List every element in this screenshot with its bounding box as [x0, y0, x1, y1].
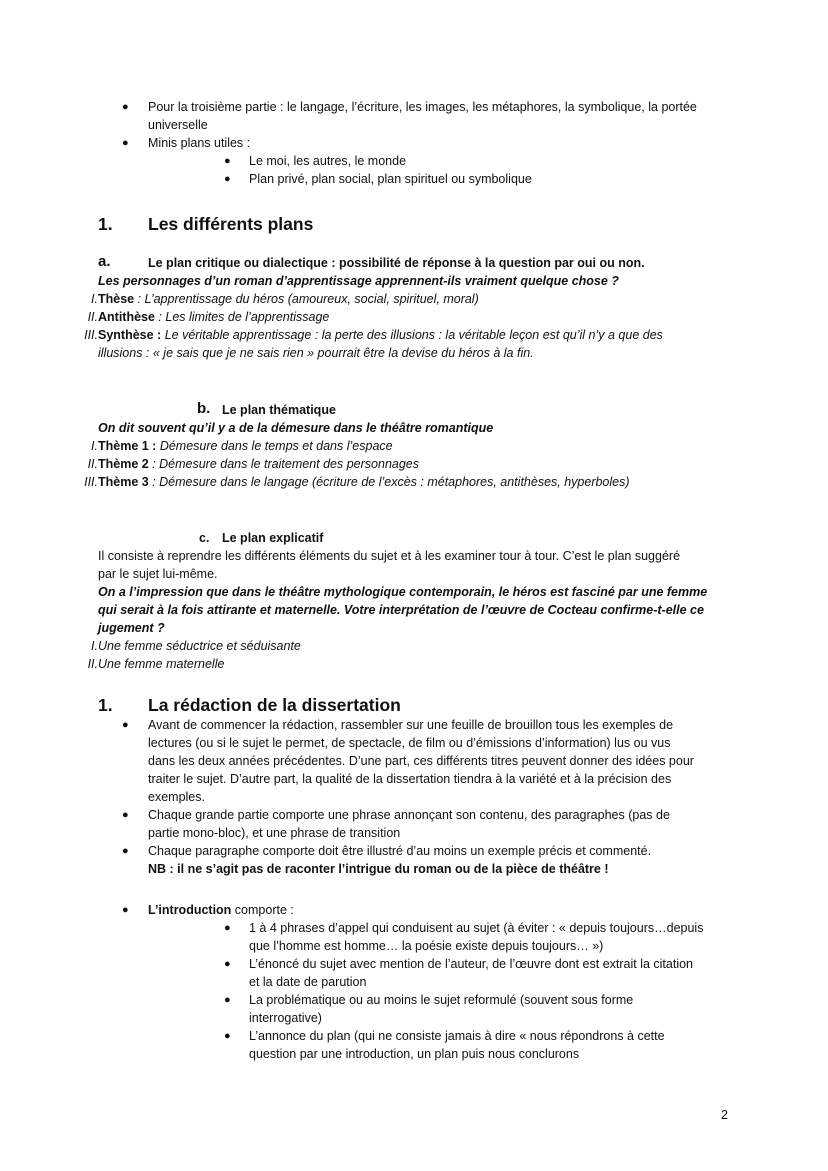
plan-b-item-2 [98, 455, 419, 473]
plan-b-item-3-number: III. [84, 475, 98, 489]
redaction-bullet-1-line-2: lectures (ou si le sujet le permet, de spectacle, de film ou d’émissions d’information) lus ou vus [148, 736, 671, 750]
redaction-bullet-3: Chaque paragraphe comporte doit être illustré d’au moins un exemple précis et commenté. [148, 844, 652, 858]
intro-sub-bullet-1: Le moi, les autres, le monde [249, 154, 407, 168]
redaction-nb: NB : il ne s’agit pas de raconter l’intrigue du roman ou de la pièce de théâtre ! [148, 862, 609, 876]
bullet-icon: ● [122, 719, 129, 731]
plan-a-item-1-label: Thèse [98, 292, 135, 306]
intro-bullet-2: Minis plans utiles : [148, 136, 251, 150]
plan-c-heading: Le plan explicatif [222, 531, 324, 545]
introduction-item-4-line-2: question par une introduction, un plan puis nous conclurons [249, 1047, 580, 1061]
introduction-item-2-line-1: L’énoncé du sujet avec mention de l’auteur, de l’œuvre dont est extrait la citation [249, 957, 694, 971]
intro-bullet-1-line-1: Pour la troisième partie : le langage, l’écriture, les images, les métaphores, la symbolique, la portée [148, 100, 697, 114]
bullet-icon: ● [224, 922, 231, 934]
plan-a-question: Les personnages d’un roman d’apprentissage apprennent-ils vraiment quelque chose ? [98, 274, 619, 288]
bullet-icon: ● [224, 1030, 231, 1042]
introduction-item-1-line-2: que l’homme est homme… la poésie existe depuis toujours… ») [249, 939, 604, 953]
plan-c-description-line-1: Il consiste à reprendre les différents éléments du sujet et à les examiner tour à tour. C’est le plan suggéré [98, 549, 681, 563]
plan-a-item-3-text: Le véritable apprentissage : la perte des illusions : la véritable leçon est qu’il n’y a que des [161, 328, 663, 342]
plan-a-item-1-number: I. [91, 292, 98, 306]
redaction-bullet-2-line-2: partie mono-bloc), et une phrase de transition [148, 826, 401, 840]
section-1-number: 1. [98, 214, 113, 234]
bullet-icon: ● [224, 994, 231, 1006]
introduction-item-1-line-1: 1 à 4 phrases d’appel qui conduisent au sujet (à éviter : « depuis toujours…depuis [249, 921, 704, 935]
plan-a-item-2-number: II. [87, 310, 98, 324]
plan-b-heading: Le plan thématique [222, 403, 336, 417]
plan-b-item-3-label: Thème 3 [98, 475, 149, 489]
redaction-bullet-2-line-1: Chaque grande partie comporte une phrase annonçant son contenu, des paragraphes (pas de [148, 808, 670, 822]
plan-b-item-2-text: : Démesure dans le traitement des personnages [148, 457, 420, 471]
redaction-bullet-1-line-3: dans les deux années précédentes. D’une part, ces différents titres peuvent donner des idées pour [148, 754, 694, 768]
intro-sub-bullet-2: Plan privé, plan social, plan spirituel ou symbolique [249, 172, 532, 186]
plan-c-question-line-3: jugement ? [98, 621, 165, 635]
introduction-item-4-line-1: L’annonce du plan (qui ne consiste jamais à dire « nous répondrons à cette [249, 1029, 665, 1043]
plan-a-heading: Le plan critique ou dialectique : possibilité de réponse à la question par oui ou non. [148, 256, 645, 270]
plan-a-item-2 [98, 308, 329, 326]
plan-a-item-2-text: : Les limites de l’apprentissage [154, 310, 330, 324]
redaction-bullet-1-line-1: Avant de commencer la rédaction, rassembler sur une feuille de brouillon tous les exemples de [148, 718, 674, 732]
introduction-item-3-line-1: La problématique ou au moins le sujet reformulé (souvent sous forme [249, 993, 634, 1007]
section-2-title: La rédaction de la dissertation [148, 695, 401, 715]
plan-b-item-1-label: Thème 1 : [98, 439, 157, 453]
redaction-bullet-1-line-5: exemples. [148, 790, 205, 804]
introduction-heading [148, 901, 294, 919]
plan-b-question: On dit souvent qu’il y a de la démesure dans le théâtre romantique [98, 421, 494, 435]
plan-c-item-2-number: II. [87, 657, 98, 671]
intro-bullet-1-line-2: universelle [148, 118, 208, 132]
plan-a-item-3-continuation: illusions : « je sais que je ne sais rien » pourrait être la devise du héros à la fin. [98, 346, 534, 360]
plan-a-item-3 [98, 326, 730, 344]
introduction-suffix: comporte : [231, 903, 294, 917]
plan-c-item-2: Une femme maternelle [98, 657, 225, 671]
plan-b-item-1 [98, 437, 393, 455]
plan-b-item-2-number: II. [87, 457, 98, 471]
plan-b-item-3 [98, 473, 630, 491]
plan-a-item-2-label: Antithèse [98, 310, 155, 324]
redaction-bullet-1-line-4: traiter le sujet. D’autre part, la qualité de la dissertation tiendra à la variété et à la précision des [148, 772, 672, 786]
bullet-icon: ● [224, 173, 231, 185]
plan-b-item-1-text: Démesure dans le temps et dans l’espace [156, 439, 393, 453]
plan-b-letter: b. [197, 400, 211, 417]
plan-c-letter: c. [199, 531, 210, 545]
section-2-number: 1. [98, 695, 113, 715]
plan-a-item-3-label: Synthèse : [98, 328, 162, 342]
introduction-label: L’introduction [148, 903, 232, 917]
plan-c-question-line-2: qui serait à la fois attirante et maternelle. Votre interprétation de l’œuvre de Cocteau confirme-t-elle ce [98, 603, 704, 617]
plan-b-item-3-text: : Démesure dans le langage (écriture de l’excès : métaphores, antithèses, hyperboles) [148, 475, 630, 489]
plan-c-description-line-2: par le sujet lui-même. [98, 567, 218, 581]
plan-c-item-1-number: I. [91, 639, 98, 653]
plan-b-item-1-number: I. [91, 439, 98, 453]
bullet-icon: ● [122, 904, 129, 916]
section-1-title: Les différents plans [148, 214, 314, 234]
plan-b-item-2-label: Thème 2 [98, 457, 149, 471]
plan-c-question-line-1: On a l’impression que dans le théâtre mythologique contemporain, le héros est fasciné par une femme [98, 585, 708, 599]
plan-a-letter: a. [98, 253, 111, 270]
introduction-item-3-line-2: interrogative) [249, 1011, 322, 1025]
bullet-icon: ● [224, 155, 231, 167]
plan-a-item-1 [98, 290, 479, 308]
bullet-icon: ● [122, 809, 129, 821]
page-number: 2 [721, 1108, 728, 1122]
bullet-icon: ● [224, 958, 231, 970]
bullet-icon: ● [122, 845, 129, 857]
introduction-item-2-line-2: et la date de parution [249, 975, 367, 989]
plan-c-item-1: Une femme séductrice et séduisante [98, 639, 301, 653]
bullet-icon: ● [122, 101, 129, 113]
plan-a-item-3-number: III. [84, 328, 98, 342]
plan-a-item-1-text: : L’apprentissage du héros (amoureux, social, spirituel, moral) [134, 292, 479, 306]
bullet-icon: ● [122, 137, 129, 149]
